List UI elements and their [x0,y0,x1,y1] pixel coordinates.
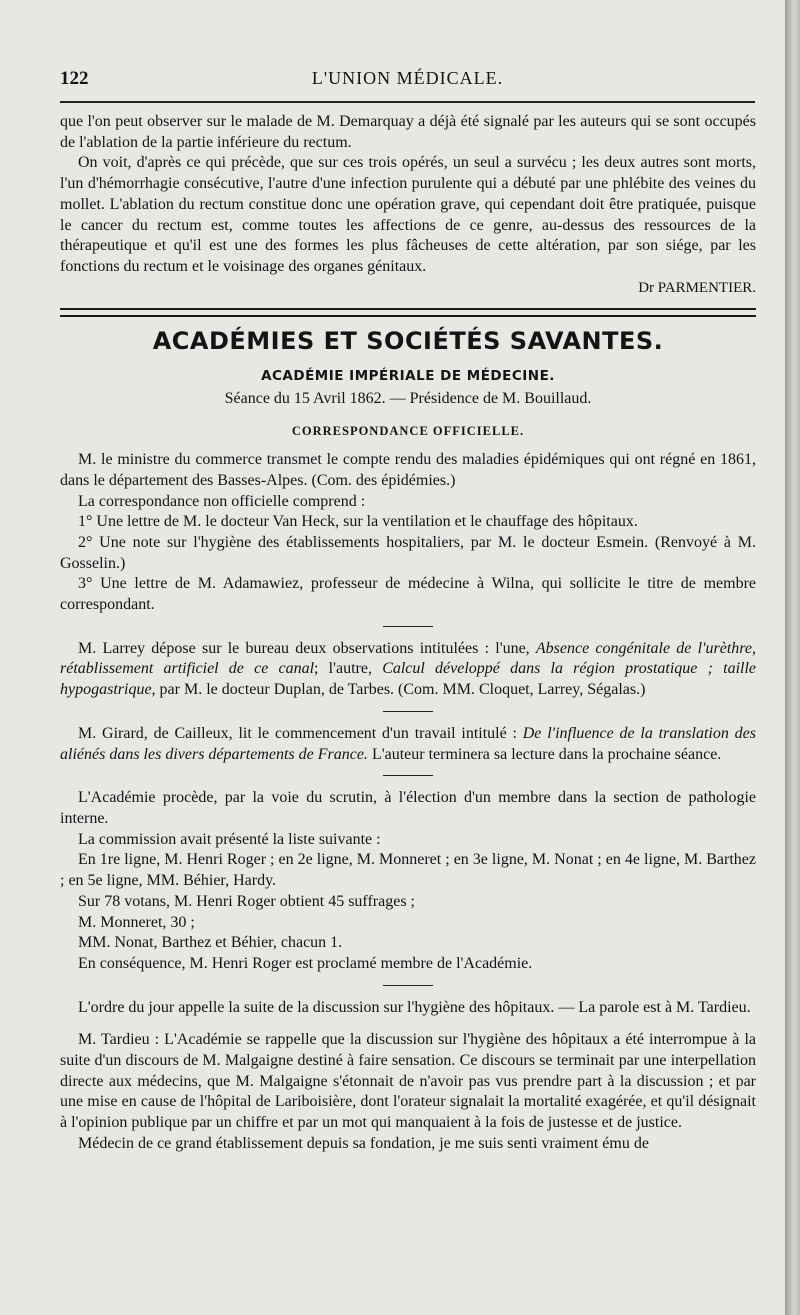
vote-result-2: M. Monneret, 30 ; [78,913,195,931]
larrey-text-b: ; l'autre, [314,660,383,678]
intro-paragraph-1: que l'on peut observer sur le malade de M. Demarquay a déjà été signalé par les auteurs qui se sont occupés de l'ablation de la partie inférieure du rectum. [60,113,756,151]
spacer [60,1018,756,1030]
girard-text-a: M. Girard, de Cailleux, lit le commencement d'un travail intitulé : [78,724,523,742]
running-title: L'UNION MÉDICALE. [311,68,504,88]
girard-title: De l'influence de la translation des aliénés dans les divers départements de France. [60,724,756,763]
author-signature: Dr PARMENTIER. [638,279,756,296]
correspondance-officielle: M. le ministre du commerce transmet le compte rendu des maladies épidémiques qui ont régné en 1861, dans le département des Basses-Alpes. (Com. des épidémies.) [60,451,756,489]
correspondance-heading: CORRESPONDANCE OFFICIELLE. [291,424,525,439]
tardieu-speech-continued: Médecin de ce grand établissement depuis sa fondation, je me suis senti vraiment ému de [78,1134,649,1152]
page-edge [785,0,800,1315]
correspondance-intro: La correspondance non officielle comprend : [78,492,366,510]
larrey-text-a: M. Larrey dépose sur le bureau deux observations intitulées : l'une, [78,639,536,657]
page-content [60,112,756,1155]
larrey-title-1: Absence congénitale de l'urèthre, rétablissement artificiel de ce canal [60,639,757,678]
separator-rule [383,711,433,712]
commission-list-intro: La commission avait présenté la liste suivante : [78,830,381,848]
vote-result-3: MM. Nonat, Barthez et Béhier, chacun 1. [78,934,343,952]
separator-rule [383,626,433,627]
page-number: 122 [60,68,89,89]
larrey-text-c: par M. le docteur Duplan, de Tarbes. (Com. MM. Cloquet, Larrey, Ségalas.) [155,681,646,699]
intro-paragraph-2: On voit, d'après ce qui précède, que sur ces trois opérés, un seul a survécu ; les deux autres sont morts, l'un d'hémorrhagie consécutive, l'autre d'une infection purulente qui a débuté par une phlébite des veines du mollet. L'ablation du rectum constitue donc une opération grave, qui cependant doit être pratiquée, puisque le cancer du rectum est, comme toutes les affections de ce genre, au-dessus des ressources de la thérapeutique et qu'il est une des formes les plus fâcheuses de cette altération, par son siége, par les fonctions du rectum et le voisinage des organes génitaux. [60,154,756,275]
correspondance-item-2: 2° Une note sur l'hygiène des établissements hospitaliers, par M. le docteur Esmein. (Renvoyé à M. Gosselin.) [60,533,756,572]
election-conclusion: En conséquence, M. Henri Roger est proclamé membre de l'Académie. [78,954,533,972]
order-of-day: L'ordre du jour appelle la suite de la discussion sur l'hygiène des hôpitaux. — La parole est à M. Tardieu. [78,998,751,1016]
girard-text-b: L'auteur terminera sa lecture dans la prochaine séance. [367,745,722,763]
vote-result-1: Sur 78 votans, M. Henri Roger obtient 45 suffrages ; [78,892,415,910]
larrey-title-2: Calcul développé dans la région prostatique ; taille hypogastrique, [60,660,757,699]
page-header [60,68,755,96]
girard-paragraph [60,724,756,765]
election-paragraph: L'Académie procède, par la voie du scrutin, à l'élection d'un membre dans la section de pathologie interne. [60,789,756,827]
larrey-paragraph [60,639,756,701]
commission-list: En 1re ligne, M. Henri Roger ; en 2e ligne, M. Monneret ; en 3e ligne, M. Nonat ; en 4e ligne, M. Barthez ; en 5e ligne, MM. Béhier, Hardy. [60,851,756,890]
academy-subtitle: ACADÉMIE IMPÉRIALE DE MÉDECINE. [261,368,555,385]
section-double-rule [60,308,756,317]
seance-line: Séance du 15 Avril 1862. — Présidence de M. Bouillaud. [224,389,592,407]
header-rule [60,101,755,103]
correspondance-item-3: 3° Une lettre de M. Adamawiez, professeur de médecine à Wilna, qui sollicite le titre de membre correspondant. [60,575,756,614]
tardieu-speech: M. Tardieu : L'Académie se rappelle que la discussion sur l'hygiène des hôpitaux a été interrompue à la suite d'un discours de M. Malgaigne destiné à faire sensation. Ce discours se terminait par une interpellation directe aux médecins, que M. Malgaigne s'étonnait de n'avoir pas vus prendre part à la discussion ; et par une mise en cause de l'hôpital de Lariboisière, dont l'orateur signalait la mortalité exagérée, et qu'il désignait à l'opinion publique par un chiffre et par un mot qui manquaient à la fois de justesse et de justice. [60,1031,756,1132]
separator-rule [383,775,433,776]
separator-rule [383,985,433,986]
correspondance-item-1: 1° Une lettre de M. le docteur Van Heck, sur la ventilation et le chauffage des hôpitaux. [78,513,638,531]
section-title: ACADÉMIES ET SOCIÉTÉS SAVANTES. [152,327,664,356]
